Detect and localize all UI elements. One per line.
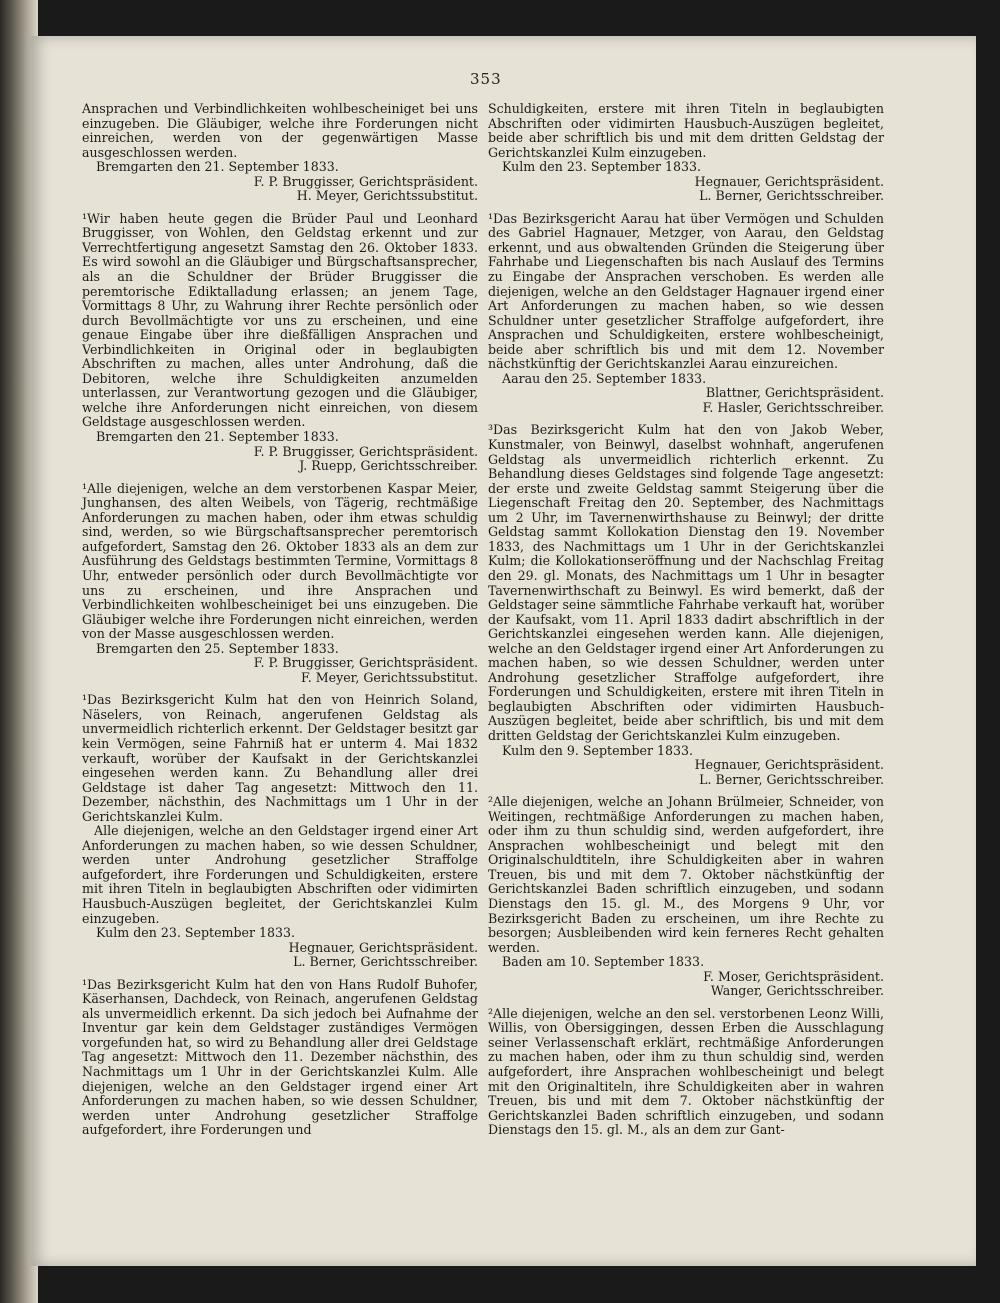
place-date-line: Kulm den 23. September 1833.: [502, 159, 702, 175]
page-number: 353: [470, 70, 502, 88]
signature-line: F. Hasler, Gerichtsschreiber.: [702, 399, 884, 415]
place-date-line: Kulm den 9. September 1833.: [502, 742, 694, 758]
notice-paragraph: Schuldigkeiten, erstere mit ihren Titeln in beglaubigten Abschriften oder vidimirten Hausbuch-Auszügen begleitet, beide aber schriftlich bis und mit dem dritten Geldstag der Gerichtskanzlei Kulm einzugeben.: [488, 101, 884, 160]
signature-line: F. P. Bruggisser, Gerichtspräsident.: [253, 443, 478, 459]
notice-paragraph: ³Das Bezirksgericht Kulm hat den von Jakob Weber, Kunstmaler, von Beinwyl, daselbst wohnhaft, angerufenen Geldstag als unvermeidlich richterlich erkennt. Zu Behandlung dieses Geldstages sind folgende Tage angesetzt: der erste und zweite Geldstag sammt Steigerung über die Liegenschaft Freitag den 20. September, des Nachmittags um 2 Uhr, im Tavernenwirthshause zu Beinwyl; der dritte Geldstag sammt Kollokation Dienstag den 19. November 1833, des Nachmittags um 1 Uhr in der Gerichtskanzlei Kulm; die Kollokationseröffnung und der Nachschlag Freitag den 29. gl. Monats, des Nachmittags um 1 Uhr in besagter Tavernenwirthschaft zu Beinwyl. Es wird bemerkt, daß der Geldstager seine sämmtliche Fahrhabe verkauft hat, worüber der Kaufsakt, vom 11. April 1833 dadirt abschriftlich in der Gerichtskanzlei eingesehen werden kann. Alle diejenigen, welche an den Geldstager irgend einer Art Anforderungen zu machen haben, so wie dessen Schuldner, werden unter Androhung gesetzlicher Straffolge aufgefordert, ihre Forderungen und Schuldigkeiten, erstere mit ihren Titeln in beglaubigten Abschriften oder vidimirten Hausbuch-Auszügen begleitet, beide aber schriftlich, bis und mit dem dritten Geldstag der Gerichtskanzlei Kulm einzugeben.: [488, 422, 884, 743]
notice-paragraph: ¹Das Bezirksgericht Kulm hat den von Heinrich Soland, Näselers, von Reinach, angerufenen Geldstag als unvermeidlich richterlich erkennt. Der Geldstager besitzt gar kein Vermögen, seine Fahrniß hat er unterm 4. Mai 1832 verkauft, worüber der Kaufsakt in der Gerichtskanzlei eingesehen werden kann. Zu Behandlung aller drei Geldstage ist daher Tag angesetzt: Mittwoch den 11. Dezember, nächsthin, des Nachmittags um 1 Uhr in der Gerichtskanzlei Kulm.: [82, 692, 478, 824]
signature-line: L. Berner, Gerichtsschreiber.: [699, 771, 884, 787]
left-column: [82, 102, 478, 1138]
place-date-line: Kulm den 23. September 1833.: [96, 925, 296, 941]
notice-paragraph: ¹Das Bezirksgericht Aarau hat über Vermögen und Schulden des Gabriel Hagnauer, Metzger, von Aarau, den Geldstag erkennt, und aus obwaltenden Gründen die Steigerung über Fahrhabe und Liegenschaften bis nach Auslauf des Termins zu Eingabe der Ansprachen verschoben. Es werden alle diejenigen, welche an den Geldstager Hagnauer irgend einer Art Anforderungen zu machen haben, so wie dessen Schuldner unter gesetzlicher Straffolge aufgefordert, ihre Ansprachen und Schuldigkeiten, erstere wohlbescheinigt, beide aber schriftlich bis und mit dem 12. November nächstkünftig der Gerichtskanzlei Aarau einzureichen.: [488, 210, 884, 372]
notice-paragraph: ¹Wir haben heute gegen die Brüder Paul und Leonhard Bruggisser, von Wohlen, den Geldstag erkennt und zur Verrechtfertigung angesetzt Samstag den 26. Oktober 1833. Es wird sowohl an die Gläubiger und Bürgschaftsansprecher, als an die Schuldner der Brüder Bruggisser die peremtorische Ediktalladung erlassen; an jenem Tage, Vormittags 8 Uhr, zu Wahrung ihrer Rechte persönlich oder durch Bevollmächtigte vor uns zu erscheinen, und eine genaue Eingabe über ihre dießfälligen Ansprachen und Verbindlichkeiten in Original oder in beglaubigten Abschriften zu machen, alles unter Androhung, daß die Debitoren, welche ihre Schuldigkeiten anzumelden unterlassen, zur Verantwortung gezogen und die Gläubiger, welche ihre Anforderungen nicht einreichen, von diesem Geldstage ausgeschlossen werden.: [82, 210, 478, 430]
signature-line: Hegnauer, Gerichtspräsident.: [694, 173, 884, 189]
signature-line: F. P. Bruggisser, Gerichtspräsident.: [253, 655, 478, 671]
right-column: [488, 102, 884, 1138]
signature-line: Wanger, Gerichtsschreiber.: [710, 983, 884, 999]
notice-paragraph: ²Alle diejenigen, welche an Johann Brülmeier, Schneider, von Weitingen, rechtmäßige Anforderungen zu machen haben, oder ihm zu thun schuldig sind, werden aufgefordert, ihre Ansprachen wohlbescheinigt und belegt mit den Originalschuldtiteln, ihre Schuldigkeiten aber in wahren Treuen, bis und mit dem 7. Oktober nächstkünftig der Gerichtskanzlei Baden schriftlich einzugeben, und sodann Dienstags den 15. gl. M., des Morgens 9 Uhr, vor Bezirksgericht Baden zu erscheinen, um ihre Rechte zu besorgen; Ausbleibenden wird kein ferneres Recht gehalten werden.: [488, 794, 884, 955]
signature-line: Hegnauer, Gerichtspräsident.: [694, 757, 884, 773]
notice-paragraph: ²Alle diejenigen, welche an den sel. verstorbenen Leonz Willi, Willis, von Obersiggingen, dessen Erben die Ausschlagung seiner Verlassenschaft erklärt, rechtmäßige Anforderungen zu machen haben, oder ihm zu thun schuldig sind, werden aufgefordert, ihre Ansprachen wohlbescheinigt und belegt mit den Originaltiteln, ihre Schuldigkeiten aber in wahren Treuen, bis und mit dem 7. Oktober nächstkünftig der Gerichtskanzlei Baden schriftlich einzugeben, und sodann Dienstags den 15. gl. M., als an dem zur Gant-: [488, 1005, 884, 1138]
signature-line: L. Berner, Gerichtsschreiber.: [699, 188, 884, 204]
notice-paragraph: ¹Das Bezirksgericht Kulm hat den von Hans Rudolf Buhofer, Käserhansen, Dachdeck, von Reinach, angerufenen Geldstag als unvermeidlich erkennt. Da sich jedoch bei Aufnahme der Inventur gar kein dem Geldstager zuständiges Vermögen vorgefunden hat, so wird zu Behandlung aller drei Geldstage Tag angesetzt: Mittwoch den 11. Dezember nächsthin, des Nachmittags um 1 Uhr in der Gerichtskanzlei Kulm. Alle diejenigen, welche an den Geldstager irgend einer Art Anforderungen zu machen haben, so wie dessen Schuldner, werden unter Androhung gesetzlicher Straffolge aufgefordert, ihre Forderungen und: [82, 976, 478, 1138]
notice-paragraph: Alle diejenigen, welche an den Geldstager irgend einer Art Anforderungen zu machen haben, so wie dessen Schuldner, werden unter Androhung gesetzlicher Straffolge aufgefordert, ihre Forderungen und Schuldigkeiten, erstere mit ihren Titeln in beglaubigten Abschriften oder vidimirten Hausbuch-Auszügen begleitet, der Gerichtskanzlei Kulm einzugeben.: [82, 823, 478, 926]
notice-paragraph: ¹Alle diejenigen, welche an dem verstorbenen Kaspar Meier, Junghansen, des alten Weibels, von Tägerig, rechtmäßige Anforderungen zu machen haben, oder ihm etwas schuldig sind, werden, so wie Bürgschaftsansprecher peremtorisch aufgefordert, Samstag den 26. Oktober 1833 als an dem zur Ausführung des Geldstags bestimmten Termine, Vormittags 8 Uhr, entweder persönlich oder durch Bevollmächtigte vor uns zu erscheinen, und ihre Ansprachen und Verbindlichkeiten wohlbescheiniget bei uns einzugeben. Die Gläubiger welche ihre Forderungen nicht einreichen, werden von der Masse ausgeschlossen werden.: [82, 480, 478, 642]
signature-line: Blattner, Gerichtspräsident.: [705, 385, 884, 401]
signature-line: L. Berner, Gerichtsschreiber.: [293, 954, 478, 970]
signature-line: J. Ruepp, Gerichtsschreiber.: [299, 458, 478, 474]
place-date-line: Bremgarten den 25. September 1833.: [96, 640, 339, 656]
place-date-line: Bremgarten den 21. September 1833.: [96, 159, 339, 175]
signature-line: H. Meyer, Gerichtssubstitut.: [296, 188, 478, 204]
notice-paragraph: Ansprachen und Verbindlichkeiten wohlbescheiniget bei uns einzugeben. Die Gläubiger, welche ihre Forderungen nicht einreichen, werden von der gegenwärtigen Masse ausgeschlossen werden.: [82, 101, 478, 160]
newspaper-page: [30, 36, 976, 1266]
signature-line: F. P. Bruggisser, Gerichtspräsident.: [253, 173, 478, 189]
place-date-line: Baden am 10. September 1833.: [502, 954, 705, 970]
signature-line: F. Meyer, Gerichtssubstitut.: [300, 669, 478, 685]
place-date-line: Aarau den 25. September 1833.: [502, 370, 707, 386]
signature-line: F. Moser, Gerichtspräsident.: [703, 968, 884, 984]
signature-line: Hegnauer, Gerichtspräsident.: [288, 939, 478, 955]
place-date-line: Bremgarten den 21. September 1833.: [96, 429, 339, 445]
